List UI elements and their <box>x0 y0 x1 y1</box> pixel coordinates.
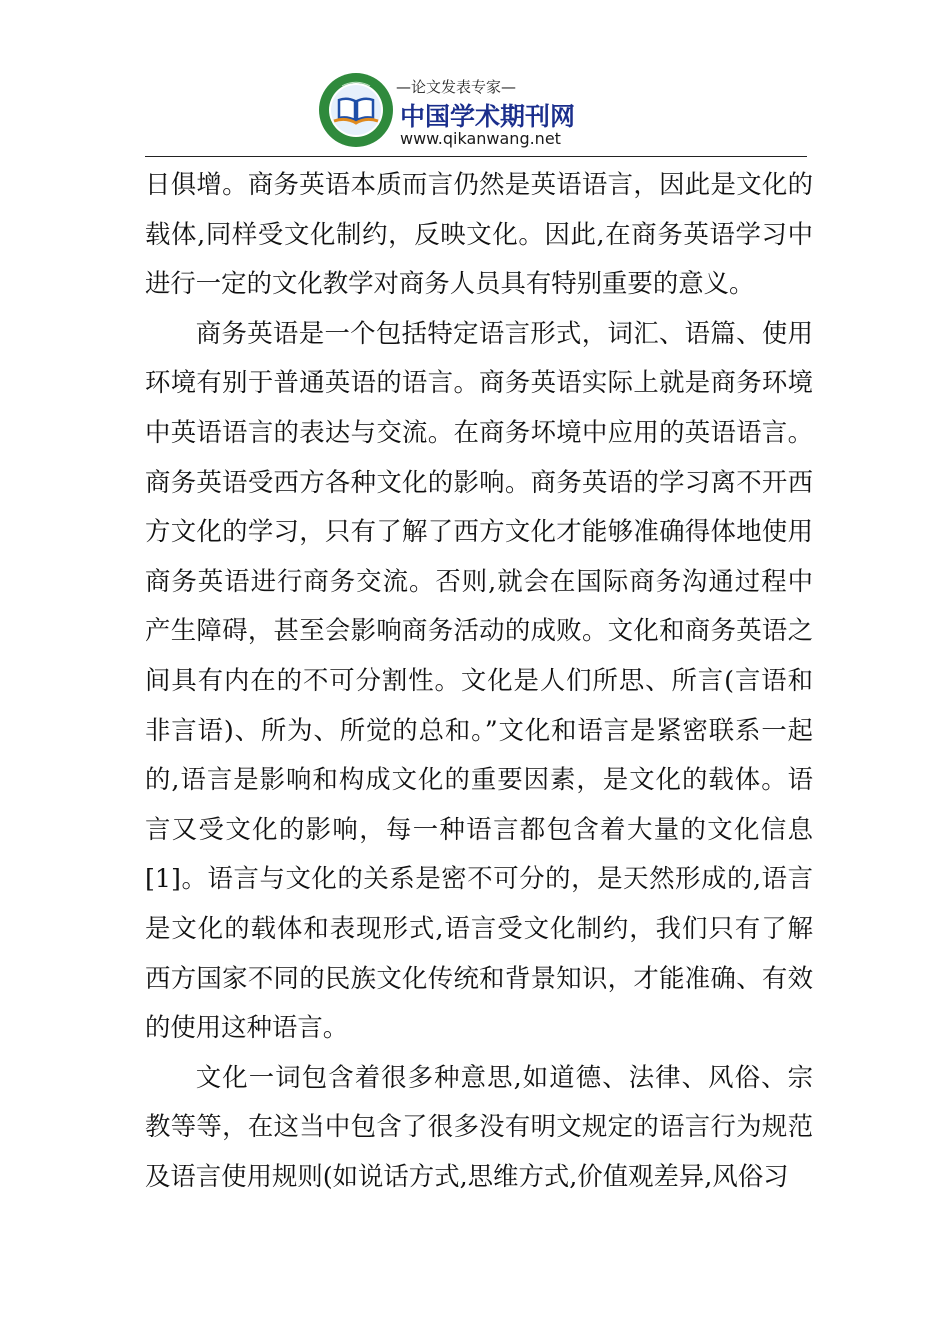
logo-url: www.qikanwang.net <box>400 129 561 148</box>
header-divider <box>145 156 807 157</box>
document-body <box>145 160 813 1201</box>
paragraph-2: 商务英语是一个包括特定语言形式，词汇、语篇、使用环境有别于普通英语的语言。商务英语实际上就是商务环境中英语语言的表达与交流。在商务坏境中应用的英语语言。商务英语受西方各种文化的影响。商务英语的学习离不开西方文化的学习，只有了解了西方文化才能够准确得体地使用商务英语进行商务交流。否则,就会在国际商务沟通过程中产生障碍，甚至会影响商务活动的成败。文化和商务英语之间具有内在的不可分割性。文化是人们所思、所言(言语和非言语)、所为、所觉的总和。”文化和语言是紧密联系一起的,语言是影响和构成文化的重要因素，是文化的载体。语言又受文化的影响，每一种语言都包含着大量的文化信息[1]。语言与文化的关系是密不可分的，是天然形成的,语言是文化的载体和表现形式,语言受文化制约，我们只有了解西方国家不同的民族文化传统和背景知识，才能准确、有效的使用这种语言。 <box>145 317 813 1043</box>
site-logo <box>318 72 576 152</box>
paragraph-1: 日俱增。商务英语本质而言仍然是英语语言，因此是文化的载体,同样受文化制约，反映文化。因此,在商务英语学习中进行一定的文化教学对商务人员具有特别重要的意义。 <box>145 169 813 299</box>
paragraph-3: 文化一词包含着很多种意思,如道德、法律、风俗、宗教等等，在这当中包含了很多没有明文规定的语言行为规范及语言使用规则(如说话方式,思维方式,价值观差异,风俗习 <box>145 1061 813 1191</box>
logo-name: 中国学术期刊网 <box>400 102 576 131</box>
logo-seal-icon <box>318 72 394 148</box>
logo-tagline: —论文发表专家— <box>396 78 517 96</box>
